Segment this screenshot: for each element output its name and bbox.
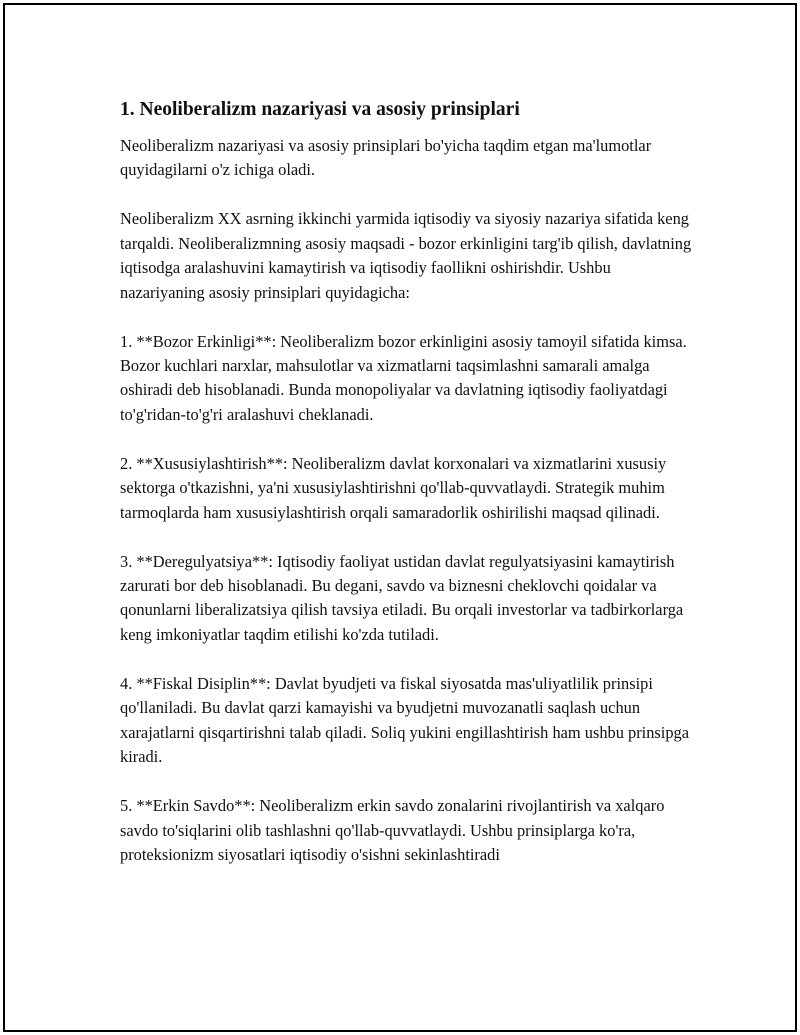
paragraph-principle-2: 2. **Xususiylashtirish**: Neoliberalizm davlat korxonalari va xizmatlarini xususiy sektorga o'tkazishni, ya'ni xususiylashtirishni qo'llab-quvvatlaydi. Strategik muhim tarmoqlarda ham xususiylashtirish orqali samaradorlik oshirilishi maqsad qilinadi. bbox=[120, 453, 667, 522]
paragraph-principle-3: 3. **Deregulyatsiya**: Iqtisodiy faoliyat ustidan davlat regulyatsiyasini kamaytirish zarurati bor deb hisoblanadi. Bu degani, savdo va biznesni cheklovchi qoidalar va qonunlarni liberalizatsiya qilish tavsiya etiladi. Bu orqali investorlar va tadbirkorlarga keng imkoniyatlar taqdim etilishi ko'zda tutiladi. bbox=[120, 551, 684, 644]
page-frame bbox=[3, 3, 797, 1032]
document-body bbox=[120, 97, 695, 892]
paragraph-intro: Neoliberalizm nazariyasi va asosiy prinsiplari bo'yicha taqdim etgan ma'lumotlar quyidagilarni o'z ichiga oladi. bbox=[120, 136, 652, 180]
paragraph-principle-4: 4. **Fiskal Disiplin**: Davlat byudjeti va fiskal siyosatda mas'uliyatlilik prinsipi qo'llaniladi. Bu davlat qarzi kamayishi va byudjetni muvozanatli saqlash uchun xarajatlarni qisqartirishni talab qiladi. Soliq yukini engillashtirish ham ushbu prinsipga kiradi. bbox=[120, 673, 690, 767]
document-title: 1. Neoliberalizm nazariyasi va asosiy prinsiplari bbox=[120, 99, 520, 120]
paragraph-principle-1: 1. **Bozor Erkinligi**: Neoliberalizm bozor erkinligini asosiy tamoyil sifatida kimsa. Bozor kuchlari narxlar, mahsulotlar va xizmatlarni taqsimlashni samarali amalga oshiradi deb hisoblanadi. Bunda monopoliyalar va davlatning iqtisodiy faoliyatdagi to'g'ridan-to'g'ri aralashuvi cheklanadi. bbox=[120, 331, 687, 424]
paragraph-principle-5: 5. **Erkin Savdo**: Neoliberalizm erkin savdo zonalarini rivojlantirish va xalqaro savdo to'siqlarini olib tashlashni qo'llab-quvvatlaydi. Ushbu prinsiplarga ko'ra, proteksionizm siyosatlari iqtisodiy o'sishni sekinlashtiradi bbox=[120, 796, 665, 864]
paragraph-overview: Neoliberalizm XX asrning ikkinchi yarmida iqtisodiy va siyosiy nazariya sifatida keng tarqaldi. Neoliberalizmning asosiy maqsadi - bozor erkinligini targ'ib qilish, davlatning iqtisodga aralashuvini kamaytirish va iqtisodiy faollikni oshirishdir. Ushbu nazariyaning asosiy prinsiplari quyidagicha: bbox=[120, 209, 692, 302]
